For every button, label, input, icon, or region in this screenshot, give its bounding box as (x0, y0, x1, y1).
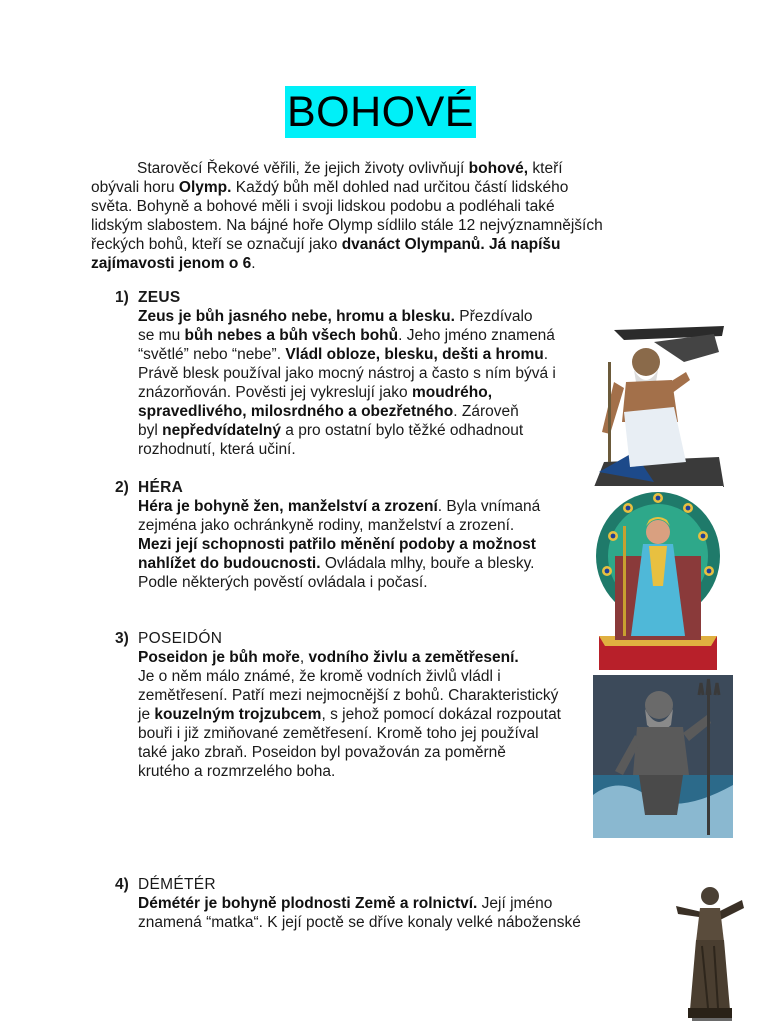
list-number: 1) (115, 289, 129, 306)
section-heading: DÉMÉTÉR (138, 876, 216, 893)
list-number: 3) (115, 630, 129, 647)
list-number: 2) (115, 479, 129, 496)
zeus-statue-image (594, 322, 728, 487)
hera-throne-image (593, 486, 723, 670)
section-heading: ZEUS (138, 289, 181, 306)
section-heading: HÉRA (138, 479, 184, 496)
list-number: 4) (115, 876, 129, 893)
section-heading: POSEIDÓN (138, 630, 223, 647)
intro-text: Starověcí Řekové (137, 160, 260, 177)
page-title: BOHOVÉ (287, 88, 474, 136)
poseidon-statue-image (589, 675, 737, 838)
demeter-statue-image (672, 882, 748, 1024)
